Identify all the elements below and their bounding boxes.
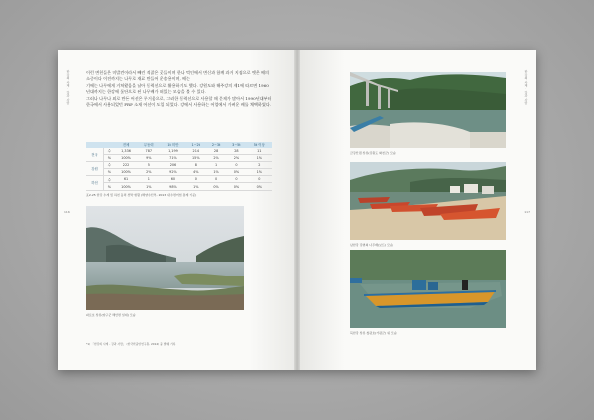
paragraph: 그러나 나무나 외로 만든 어선은 무거움으로, 그러한 동력선으로 사용할 때 문제가 많아서 1990년대부터 한국에서 사용되었던 FRP 소재 어선이 도입 되었다. 강에서 사용하는 어업에서 가벼운 배를 채택하였다. (86, 95, 272, 108)
table-header: 1t 미만 (160, 142, 185, 148)
boats-shore-image (350, 162, 506, 240)
footnote: *1) 「한강의 사계 - 강과 사람」 (한국학중앙연구원, 2014) 중 발췌 기록 (86, 342, 176, 346)
body-text (86, 70, 272, 108)
book-spine (294, 50, 300, 370)
table-cell: 98% (160, 183, 185, 190)
table-cell: 2% (137, 169, 160, 176)
table-row (86, 169, 272, 176)
table-header: 3~5t (226, 142, 246, 148)
misty-lake-image (86, 206, 244, 310)
table-cell: 0% (226, 183, 246, 190)
paragraph: 기에는 나무에게 거쳐왔음을 남아 동력선으로 활용하기도 했다. 강원도와 해주강의 제1에 따르면 1960년대까지는 한강에 돛단으로 된 나무배가 떠있는 모습을 볼 수 있다. (86, 82, 269, 95)
table-cell: 1% (247, 169, 272, 176)
yellow-boat-image (350, 250, 506, 328)
table-cell: 5 (137, 161, 160, 168)
table-cell: 1,336 (115, 148, 138, 155)
bridge-photo (350, 72, 506, 148)
table-cell: 0 (247, 176, 272, 183)
table-cell: 0 (206, 176, 226, 183)
yellow-boat-photo (350, 250, 506, 328)
table-cell: 100% (115, 169, 138, 176)
table-header: 1~2t (186, 142, 206, 148)
table-cell: 1% (186, 183, 206, 190)
running-head: 한강의 사계 · 강과 사람 (66, 70, 70, 105)
table-cell: 222 (115, 161, 138, 168)
table-cell: 71% (160, 154, 185, 161)
table-cell: 28 (206, 148, 226, 155)
table-cell: 100% (115, 154, 138, 161)
table-cell: 1 (206, 161, 226, 168)
table-cell: 11 (247, 148, 272, 155)
table-cell: 92% (160, 169, 185, 176)
running-head: 한강의 사계 · 강과 사람 (524, 70, 528, 105)
table-cell: % (104, 183, 115, 190)
photo-caption: 금강산댐 상류(강원도 화천군) 모습 (350, 151, 396, 155)
left-page (58, 50, 297, 370)
table-cell: 수 (104, 176, 115, 183)
photo-caption: 북한강 상류 청평호(가평군) 위 모습 (350, 331, 397, 335)
boats-shore-photo (350, 162, 506, 240)
table-row (86, 176, 272, 183)
table-cell: 15% (186, 154, 206, 161)
table-cell: 9% (137, 154, 160, 161)
table-cell: 60 (160, 176, 185, 183)
table-cell: 0% (206, 183, 226, 190)
table-cell: 2% (206, 154, 226, 161)
page-number: 116 (64, 210, 70, 214)
table-cell: 4% (186, 169, 206, 176)
table-cell: 수 (104, 161, 115, 168)
data-table (86, 142, 272, 191)
table-cell: 2 (247, 161, 272, 168)
table-row (86, 161, 272, 168)
table-cell: 수 (104, 148, 115, 155)
table-cell: 1 (137, 176, 160, 183)
bridge-image (350, 72, 506, 148)
table-header: 2~3t (206, 142, 226, 148)
table-cell: 206 (160, 161, 185, 168)
table-cell: 1% (137, 183, 160, 190)
table-cell: 2% (226, 154, 246, 161)
table-row (86, 154, 272, 161)
right-page (297, 50, 536, 370)
table-cell: 0% (226, 169, 246, 176)
table-header: 전체 (115, 142, 138, 148)
table-cell: 28 (226, 148, 246, 155)
table-group-label: 전국 (86, 148, 104, 162)
table-header: 5t 이상 (247, 142, 272, 148)
table-cell: 8 (186, 161, 206, 168)
open-book (58, 50, 536, 370)
table-cell: % (104, 169, 115, 176)
table-cell: 0 (186, 176, 206, 183)
table-cell: 0% (247, 183, 272, 190)
paragraph: 이런 변천들은 미발견이라서 빼린 적잖은 곳들이며 한나 먹인에서 변신과 함께 과거 지점으로 옛은 배의 소중이다 이전까지는 나무로 재료 만들어 운송용이며, 배는 (86, 70, 270, 82)
table-cell: 0 (226, 176, 246, 183)
table-cell: 100% (115, 183, 138, 190)
table-note: 표2-25 한강 수계 및 하천 동력 선박 현황 (해양수산부, 2013 내수면어업 통계 기준) (86, 193, 197, 197)
table-cell: % (104, 154, 115, 161)
table-header: 무동력 (137, 142, 160, 148)
table-cell: 1% (206, 169, 226, 176)
photo-caption: 파로호 상류(양구군 해안면 일대) 모습 (86, 313, 136, 317)
table-row (86, 183, 272, 190)
table-cell: 787 (137, 148, 160, 155)
table-group-label: 하천 (86, 176, 104, 190)
table-row (86, 148, 272, 155)
photo-caption: 남한강 강변의 나무배(보트) 모습 (350, 243, 393, 247)
table-cell: 1% (247, 154, 272, 161)
table-cell: 61 (115, 176, 138, 183)
table-cell: 0 (226, 161, 246, 168)
table-group-label: 강원 (86, 161, 104, 175)
misty-lake-photo (86, 206, 244, 310)
table-cell: 1,199 (160, 148, 185, 155)
table-cell: 214 (186, 148, 206, 155)
page-number: 117 (524, 210, 530, 214)
